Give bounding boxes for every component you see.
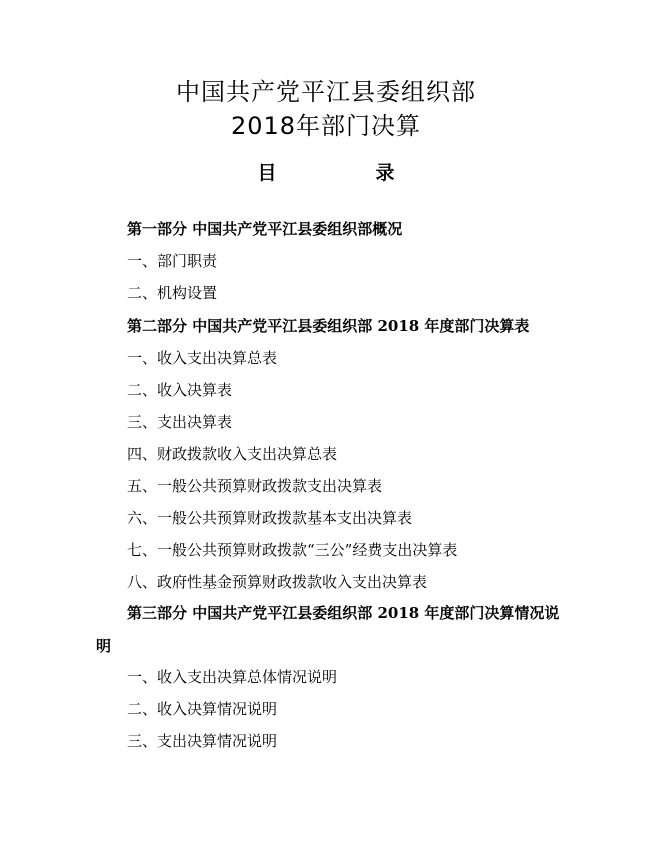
document-title-line2: 2018年部门决算	[230, 112, 422, 140]
toc-item: 三、支出决算情况说明	[127, 732, 278, 750]
toc-item: 二、收入决算情况说明	[127, 700, 278, 718]
part1-heading: 第一部分 中国共产党平江县委组织部概况	[127, 220, 403, 238]
toc-item: 二、机构设置	[127, 284, 218, 302]
toc-item: 二、收入决算表	[127, 381, 233, 399]
part2-heading: 第二部分 中国共产党平江县委组织部 2018 年度部门决算表	[127, 317, 530, 335]
toc-item: 一、收入支出决算总体情况说明	[127, 668, 338, 686]
toc-item: 七、一般公共预算财政拨款“三公”经费支出决算表	[127, 541, 458, 559]
part3-heading: 第三部分 中国共产党平江县委组织部 2018 年度部门决算情况说	[127, 604, 560, 622]
toc-item: 五、一般公共预算财政拨款支出决算表	[127, 477, 383, 495]
document-title-line1: 中国共产党平江县委组织部	[176, 78, 476, 106]
part3-heading-continued: 明	[96, 637, 112, 655]
toc-item: 三、支出决算表	[127, 413, 233, 431]
toc-item: 一、收入支出决算总表	[127, 349, 278, 367]
toc-item: 四、财政拨款收入支出决算总表	[127, 445, 338, 463]
toc-heading: 目 录	[257, 162, 435, 184]
toc-item: 六、一般公共预算财政拨款基本支出决算表	[127, 509, 413, 527]
toc-item: 一、部门职责	[127, 252, 218, 270]
toc-item: 八、政府性基金预算财政拨款收入支出决算表	[127, 573, 428, 591]
